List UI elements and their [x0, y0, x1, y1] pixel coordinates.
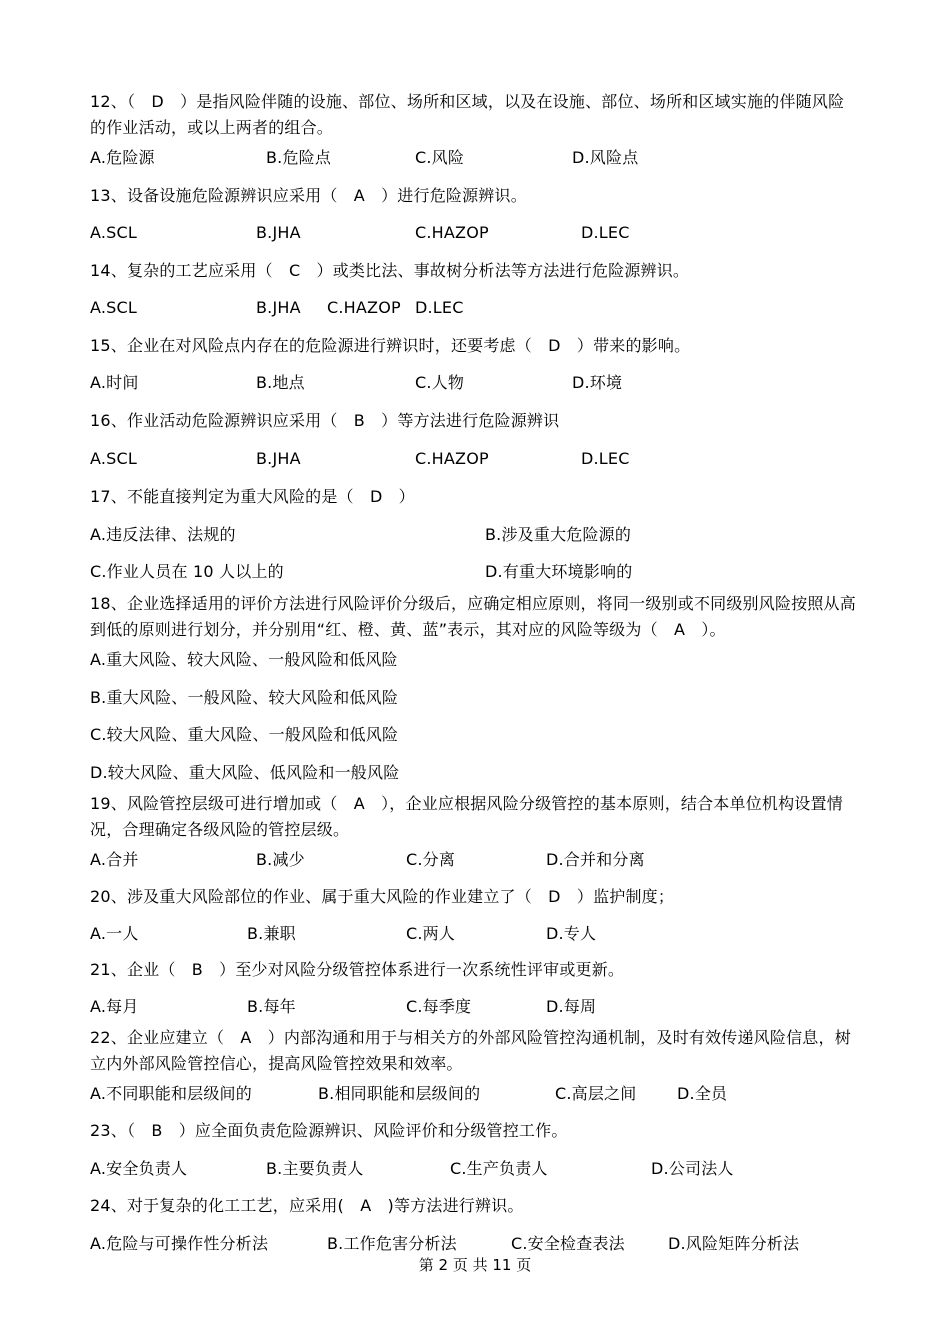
- option-d: D.公司法人: [651, 1159, 734, 1178]
- option-a: A.危险与可操作性分析法: [90, 1234, 269, 1253]
- option-a: A.重大风险、较大风险、一般风险和低风险: [90, 650, 398, 669]
- option-c: C.HAZOP: [415, 223, 489, 242]
- option-c: C.较大风险、重大风险、一般风险和低风险: [90, 725, 399, 744]
- option-c: C.生产负责人: [450, 1159, 548, 1178]
- option-a: A.不同职能和层级间的: [90, 1084, 252, 1103]
- option-d: D.每周: [546, 997, 597, 1016]
- option-c: C.两人: [406, 924, 456, 943]
- option-b: B.减少: [256, 850, 305, 869]
- question-15: 15、企业在对风险点内存在的危险源进行辨识时，还要考虑（ D ）带来的影响。: [90, 336, 691, 355]
- option-a: A.违反法律、法规的: [90, 525, 236, 544]
- option-c: C.分离: [406, 850, 456, 869]
- option-a: A.一人: [90, 924, 139, 943]
- option-b: B.每年: [247, 997, 296, 1016]
- option-b: B.主要负责人: [266, 1159, 364, 1178]
- question-20: 20、涉及重大风险部位的作业、属于重大风险的作业建立了（ D ）监护制度；: [90, 887, 675, 906]
- option-c: C.风险: [415, 148, 465, 167]
- option-d: D.风险点: [572, 148, 639, 167]
- question-21: 21、企业（ B ）至少对风险分级管控体系进行一次系统性评审或更新。: [90, 960, 625, 979]
- question-16: 16、作业活动危险源辨识应采用（ B ）等方法进行危险源辨识: [90, 411, 560, 430]
- option-a: A.SCL: [90, 298, 137, 317]
- option-c: C.HAZOP: [415, 449, 489, 468]
- option-d: D.全员: [677, 1084, 728, 1103]
- option-b: B.兼职: [247, 924, 296, 943]
- option-b: B.重大风险、一般风险、较大风险和低风险: [90, 688, 399, 707]
- option-a: A.安全负责人: [90, 1159, 188, 1178]
- question-14: 14、复杂的工艺应采用（ C ）或类比法、事故树分析法等方法进行危险源辨识。: [90, 261, 690, 280]
- option-c: C.作业人员在 10 人以上的: [90, 562, 284, 581]
- question-12: 12、（ D ）是指风险伴随的设施、部位、场所和区域，以及在设施、部位、场所和区域实施的伴随风险的作业活动，或以上两者的组合。: [90, 92, 845, 137]
- option-d: D.合并和分离: [546, 850, 645, 869]
- option-d: D.LEC: [415, 298, 464, 317]
- question-19: 19、风险管控层级可进行增加或（ A ），企业应根据风险分级管控的基本原则，结合本单位机构设置情况，合理确定各级风险的管控层级。: [90, 794, 843, 839]
- option-b: B.JHA: [256, 298, 301, 317]
- option-b: B.危险点: [266, 148, 332, 167]
- option-b: B.JHA: [256, 223, 301, 242]
- option-b: B.地点: [256, 373, 305, 392]
- option-b: B.JHA: [256, 449, 301, 468]
- option-d: D.风险矩阵分析法: [668, 1234, 800, 1253]
- option-d: D.LEC: [581, 449, 630, 468]
- option-d: D.有重大环境影响的: [485, 562, 633, 581]
- option-a: A.SCL: [90, 449, 137, 468]
- question-18: 18、企业选择适用的评价方法进行风险评价分级后，应确定相应原则，将同一级别或不同级别风险按照从高到低的原则进行划分，并分别用“红、橙、黄、蓝”表示，其对应的风险等级为（ A ）。: [90, 594, 856, 639]
- option-a: A.SCL: [90, 223, 137, 242]
- question-13: 13、设备设施危险源辨识应采用（ A ）进行危险源辨识。: [90, 186, 527, 205]
- option-a: A.合并: [90, 850, 139, 869]
- option-c: C.每季度: [406, 997, 472, 1016]
- question-22: 22、企业应建立（ A ）内部沟通和用于与相关方的外部风险管控沟通机制，及时有效传递风险信息，树立内外部风险管控信心，提高风险管控效果和效率。: [90, 1028, 851, 1073]
- option-b: B.工作危害分析法: [327, 1234, 457, 1253]
- option-d: D.LEC: [581, 223, 630, 242]
- option-c: C.人物: [415, 373, 465, 392]
- option-d: D.专人: [546, 924, 597, 943]
- question-17: 17、不能直接判定为重大风险的是（ D ）: [90, 487, 415, 506]
- option-d: D.较大风险、重大风险、低风险和一般风险: [90, 763, 400, 782]
- option-b: B.涉及重大危险源的: [485, 525, 632, 544]
- option-c: C.安全检查表法: [511, 1234, 625, 1253]
- question-24: 24、对于复杂的化工工艺，应采用( A )等方法进行辨识。: [90, 1196, 524, 1215]
- option-a: A.危险源: [90, 148, 155, 167]
- page-number-footer: 第 2 页 共 11 页: [418, 1256, 532, 1274]
- option-c: C.HAZOP: [327, 298, 401, 317]
- option-d: D.环境: [572, 373, 623, 392]
- option-b: B.相同职能和层级间的: [318, 1084, 481, 1103]
- option-c: C.高层之间: [555, 1084, 637, 1103]
- option-a: A.每月: [90, 997, 139, 1016]
- question-23: 23、（ B ）应全面负责危险源辨识、风险评价和分级管控工作。: [90, 1121, 568, 1140]
- option-a: A.时间: [90, 373, 139, 392]
